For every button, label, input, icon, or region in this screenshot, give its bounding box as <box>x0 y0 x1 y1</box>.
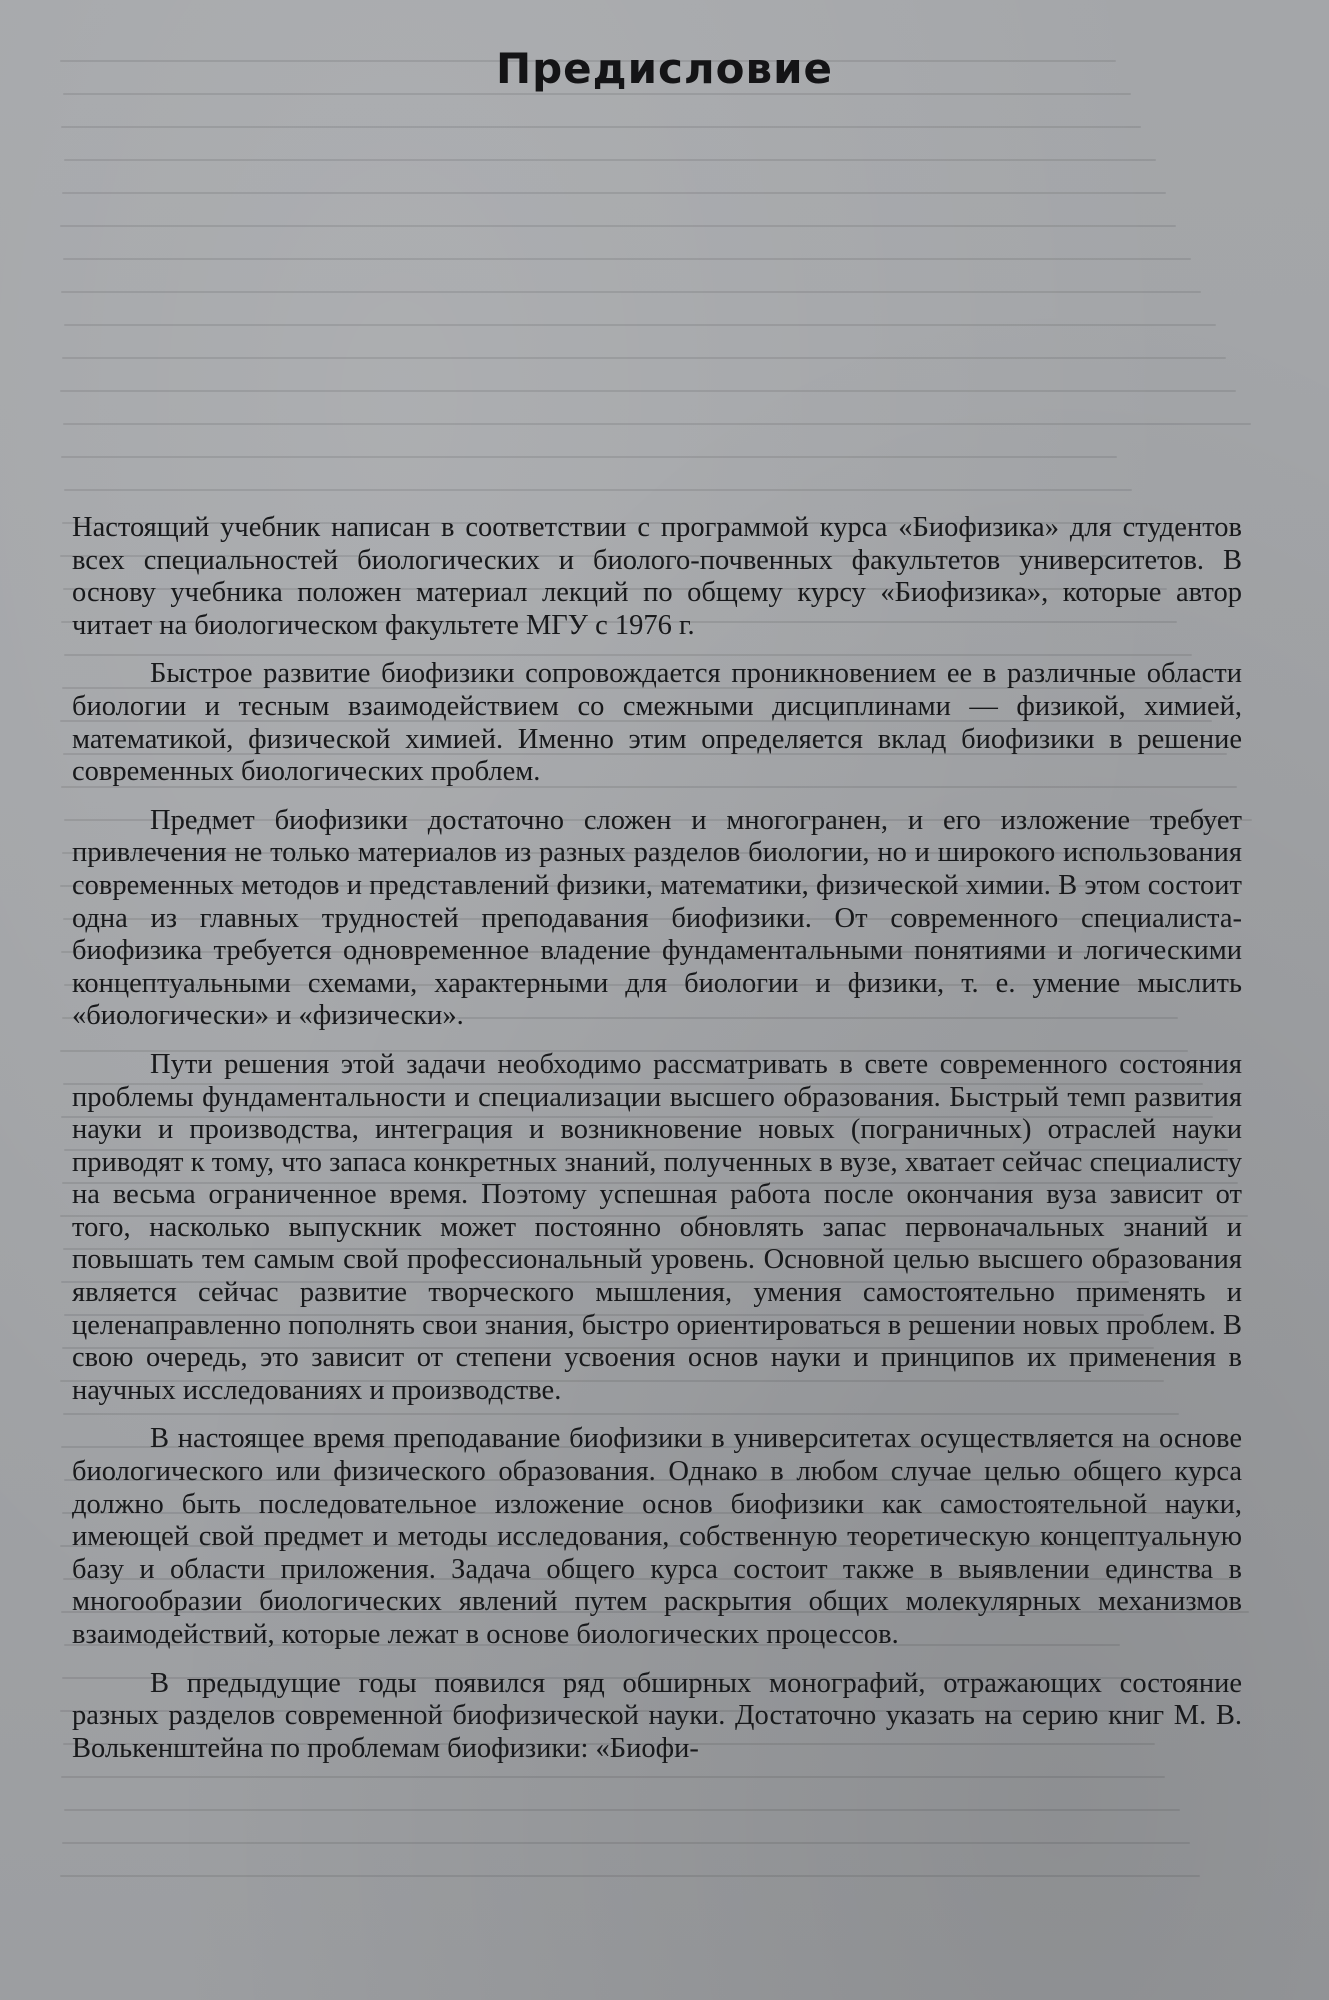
show-through-line <box>60 390 1236 392</box>
paragraph-1: Настоящий учебник написан в соответствии с программой курса «Биофизика» для студентов всех специальностей биологических и биолого-почвенных факультетов университетов. В основу учебника положен материал лекций по общему курсу «Биофизика», которые автор читает на биологическом факультете МГУ с 1976 г. <box>72 512 1242 641</box>
show-through-line <box>62 192 1166 194</box>
paragraph-6: В предыдущие годы появился ряд обширных монографий, отражающих состояние разных разделов современной биофизической науки. Достаточно указать на серию книг М. В. Волькенштейна по проблемам биофизики: «Биофи- <box>72 1667 1242 1764</box>
show-through-line <box>63 423 1251 425</box>
show-through-line <box>64 159 1156 161</box>
show-through-line <box>60 1875 1200 1877</box>
body-text <box>72 512 1242 1781</box>
show-through-line <box>62 357 1226 359</box>
paragraph-3: Предмет биофизики достаточно сложен и многогранен, и его изложение требует привлечения не только материалов из разных разделов биологии, но и широкого использования современных методов и представлений физики, математики, физической химии. В этом состоит одна из главных трудностей преподавания биофизики. От современного специалиста-биофизика требуется одновременное владение фундаментальными понятиями и логическими концептуальными схемами, характерными для биологии и физики, т. е. умение мыслить «биологически» и «физически». <box>72 804 1242 1032</box>
show-through-line <box>61 456 1117 458</box>
show-through-line <box>62 1842 1190 1844</box>
show-through-line <box>63 258 1191 260</box>
show-through-line <box>61 291 1201 293</box>
show-through-line <box>64 324 1216 326</box>
show-through-line <box>63 93 1131 95</box>
show-through-line <box>60 225 1176 227</box>
show-through-line <box>64 1809 1180 1811</box>
paragraph-4: Пути решения этой задачи необходимо рассматривать в свете современного состояния проблемы фундаментальности и специализации высшего образования. Быстрый темп развития науки и производства, интеграция и возникновение новых (пограничных) отраслей науки приводят к тому, что запаса конкретных знаний, полученных в вузе, хватает сейчас специалисту на весьма ограниченное время. Поэтому успешная работа после окончания вуза зависит от того, насколько выпускник может постоянно обновлять запас первоначальных знаний и повышать тем самым свой профессиональный уровень. Основной целью высшего образования является сейчас развитие творческого мышления, умения самостоятельно применять и целенаправленно пополнять свои знания, быстро ориентироваться в решении новых проблем. В свою очередь, это зависит от степени усвоения основ науки и принципов их применения в научных исследованиях и производстве. <box>72 1048 1242 1406</box>
show-through-line <box>61 126 1141 128</box>
page-title: Предисловие <box>495 44 834 93</box>
paragraph-2: Быстрое развитие биофизики сопровождается проникновением ее в различные области биологии и тесным взаимодействием со смежными дисциплинами — физикой, химией, математикой, физической химией. Именно этим определяется вклад биофизики в решение современных биологических проблем. <box>72 658 1242 788</box>
show-through-line <box>64 489 1132 491</box>
paragraph-5: В настоящее время преподавание биофизики в университетах осуществляется на основе биологического или физического образования. Однако в любом случае целью общего курса должно быть последовательное изложение основ биофизики как самостоятельной науки, имеющей свой предмет и методы исследования, собственную теоретическую концептуальную базу и области приложения. Задача общего курса состоит также в выявлении единства в многообразии биологических явлений путем раскрытия общих молекулярных механизмов взаимодействий, которые лежат в основе биологических процессов. <box>72 1423 1242 1650</box>
